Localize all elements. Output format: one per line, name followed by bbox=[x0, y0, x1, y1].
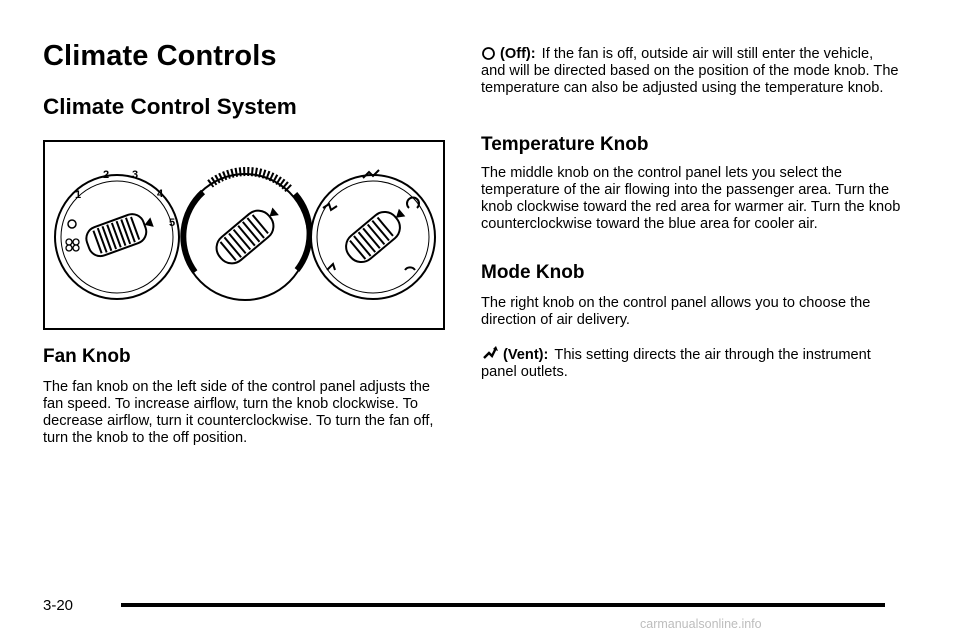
page-number: 3-20 bbox=[43, 597, 74, 614]
fan-knob-body: The fan knob on the left side of the control panel adjusts the fan speed. To increase airflow, turn the knob clockwise. To decrease airflow, turn it counterclockwise. To turn the fan off, turn the knob to the off position. bbox=[43, 379, 434, 446]
watermark-text: carmanualsonline.info bbox=[640, 617, 762, 631]
vent-setting-label: (Vent): bbox=[503, 347, 549, 363]
fan-speed-4: 4 bbox=[157, 188, 164, 200]
temperature-knob-heading: Temperature Knob bbox=[481, 134, 649, 155]
vent-setting-text: This setting directs the air through the instrument panel outlets. bbox=[481, 347, 871, 380]
fan-speed-5: 5 bbox=[169, 217, 176, 229]
section-title: Climate Control System bbox=[43, 94, 297, 119]
fan-speed-3: 3 bbox=[132, 169, 139, 181]
off-setting-text: If the fan is off, outside air will still enter the vehicle, and will be directed based on the position of the mode knob. The temperature can also be adjusted using the temperature knob. bbox=[481, 46, 899, 96]
temperature-knob-body: The middle knob on the control panel lets you select the temperature of the air flowing into the passenger area. Turn the knob clockwise toward the red area for warmer air. Turn the knob counterclockwise toward the blue area for cooler air. bbox=[481, 165, 901, 232]
mode-knob-body: The right knob on the control panel allows you to choose the direction of air delivery. bbox=[481, 295, 871, 328]
vent-setting-paragraph bbox=[481, 344, 901, 381]
mode-knob-drawing bbox=[311, 170, 435, 299]
climate-panel-illustration bbox=[43, 140, 445, 330]
page-title: Climate Controls bbox=[43, 40, 277, 72]
circle-off-icon bbox=[481, 46, 496, 61]
fan-speed-1: 1 bbox=[75, 189, 82, 201]
climate-panel-drawing bbox=[45, 142, 443, 328]
off-setting-label: (Off): bbox=[500, 46, 536, 62]
off-setting-paragraph bbox=[481, 46, 901, 97]
fan-knob-drawing bbox=[55, 169, 179, 299]
fan-knob-heading: Fan Knob bbox=[43, 346, 131, 367]
fan-speed-2: 2 bbox=[103, 169, 110, 181]
mode-knob-heading: Mode Knob bbox=[481, 262, 585, 283]
temperature-knob-drawing bbox=[182, 171, 310, 300]
vent-arrow-icon bbox=[481, 344, 499, 362]
footer-rule bbox=[121, 603, 885, 607]
